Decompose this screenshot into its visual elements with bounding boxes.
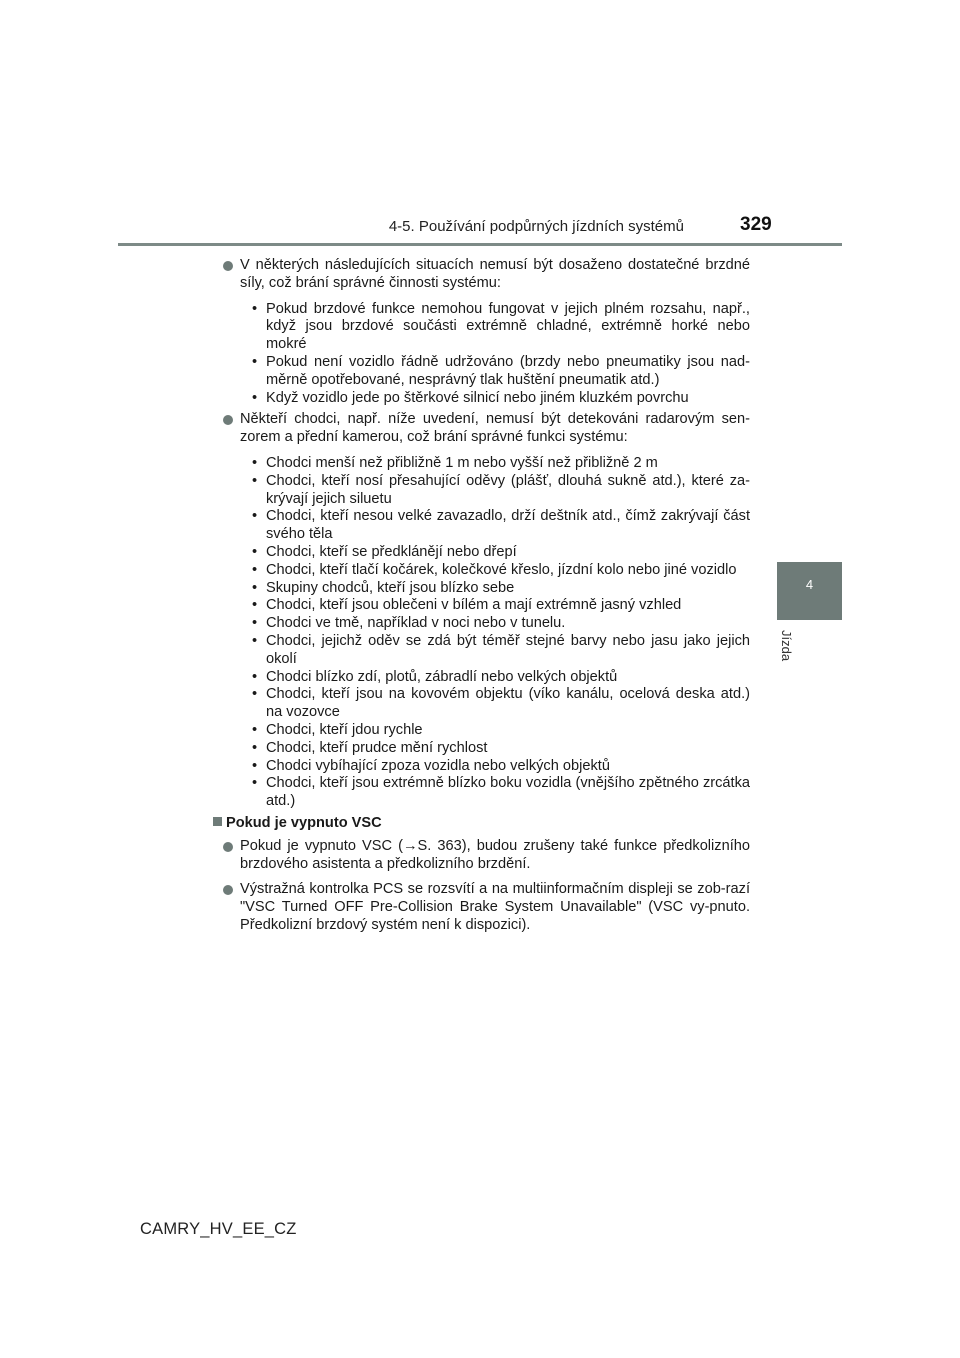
list-item: • Chodci, kteří prudce mění rychlost: [252, 740, 750, 758]
list-item: • Chodci, kteří nesou velké zavazadlo, drží deštník atd., čímž zakrývají část svého těla: [252, 508, 750, 544]
bullet-dot-icon: [223, 842, 233, 852]
paragraph-warning-light: [222, 881, 750, 934]
list-item: • Když vozidlo jede po štěrkové silnicí nebo jiném kluzkém povrchu: [252, 390, 750, 408]
list-item: • Chodci, kteří jsou extrémně blízko boku vozidla (vnějšího zpětného zrcátka atd.): [252, 775, 750, 811]
list-item: • Chodci, kteří nosí přesahující oděvy (plášť, dlouhá sukně atd.), které za-krývají jejich siluetu: [252, 473, 750, 509]
bullet-dot-icon: [223, 415, 233, 425]
section-heading: [211, 815, 750, 833]
document-code: CAMRY_HV_EE_CZ: [140, 1220, 297, 1238]
page-number: 329: [740, 214, 772, 235]
paragraph-text: Výstražná kontrolka PCS se rozsvítí a na multiinformačním displeji se zob-razí "VSC Turned OFF Pre-Collision Brake System Unavailable" (VSC vy-pnuto. Předkolizní brzdový systém není k dispozici).: [240, 881, 750, 933]
pedestrian-conditions-list: [222, 455, 750, 811]
list-item: • Chodci, kteří jsou oblečeni v bílém a mají extrémně jasný vzhled: [252, 597, 750, 615]
bullet-dot-icon: [223, 885, 233, 895]
list-item: • Chodci, kteří jdou rychle: [252, 722, 750, 740]
list-item: • Chodci, kteří se předklánějí nebo dřepí: [252, 544, 750, 562]
list-item: • Chodci vybíhající zpoza vozidla nebo velkých objektů: [252, 758, 750, 776]
chapter-tab: [777, 562, 842, 620]
square-bullet-icon: [213, 817, 222, 826]
section-title: 4-5. Používání podpůrných jízdních systémů: [388, 218, 684, 235]
heading-text: Pokud je vypnuto VSC: [226, 814, 382, 831]
braking-conditions-list: [222, 301, 750, 408]
paragraph-pedestrian-detection: [222, 411, 750, 447]
list-item: • Chodci ve tmě, například v noci nebo v tunelu.: [252, 615, 750, 633]
chapter-number: 4: [805, 577, 814, 592]
main-content: [222, 257, 750, 943]
paragraph-text: V některých následujících situacích nemusí být dosaženo dostatečné brzdné síly, což brání správné činnosti systému:: [240, 257, 750, 291]
list-item: • Chodci menší než přibližně 1 m nebo vyšší než přibližně 2 m: [252, 455, 750, 473]
paragraph-text: Pokud je vypnuto VSC (→S. 363), budou zrušeny také funkce předkolizního brzdového asistenta a předkolizního brzdění.: [240, 837, 750, 872]
paragraph-text: Někteří chodci, např. níže uvedení, nemusí být detekováni radarovým sen-zorem a přední kamerou, což brání správné funkci systému:: [240, 411, 750, 446]
paragraph-braking-force: [222, 257, 750, 293]
list-item: • Chodci, jejichž oděv se zdá být téměř stejné barvy nebo jasu jako jejich okolí: [252, 633, 750, 669]
list-item: • Pokud brzdové funkce nemohou fungovat v jejich plném rozsahu, např., když jsou brzdové součásti extrémně chladné, extrémně horké nebo mokré: [252, 301, 750, 354]
chapter-label-box: [779, 630, 809, 670]
list-item: • Chodci, kteří tlačí kočárek, kolečkové křeslo, jízdní kolo nebo jiné vozidlo: [252, 562, 750, 580]
bullet-dot-icon: [223, 261, 233, 271]
list-item: • Chodci, kteří jsou na kovovém objektu (víko kanálu, ocelová deska atd.) na vozovce: [252, 686, 750, 722]
chapter-label: Jízda: [779, 630, 794, 662]
paragraph-vsc-off: [222, 838, 750, 874]
header-divider: [118, 243, 842, 246]
list-item: • Chodci blízko zdí, plotů, zábradlí nebo velkých objektů: [252, 669, 750, 687]
list-item: • Pokud není vozidlo řádně udržováno (brzdy nebo pneumatiky jsou nad-měrně opotřebované, nesprávný tlak huštění pneumatik atd.): [252, 354, 750, 390]
list-item: • Skupiny chodců, kteří jsou blízko sebe: [252, 580, 750, 598]
